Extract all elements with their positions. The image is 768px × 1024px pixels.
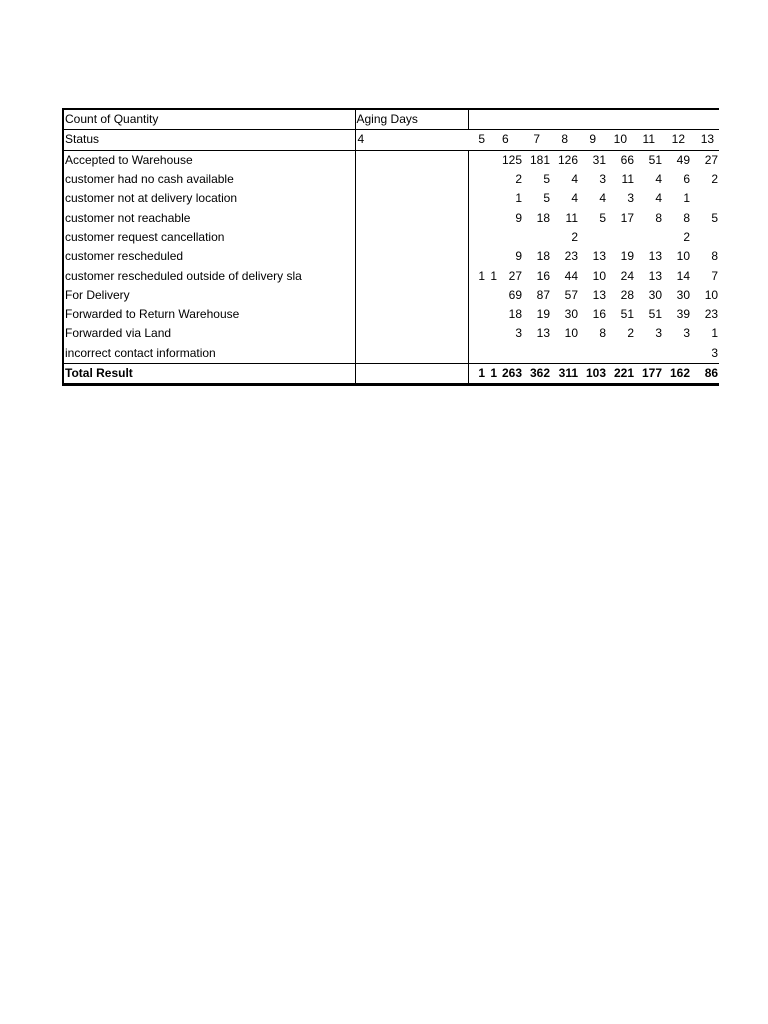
value-cell: 6 — [683, 172, 690, 187]
value-cell: 30 — [564, 307, 578, 322]
value-cell: 8 — [711, 249, 719, 264]
value-cell: 5 — [711, 210, 719, 225]
value-cell: 5 — [543, 172, 550, 187]
value-cell: 87 — [536, 287, 550, 302]
value-cell — [579, 228, 607, 247]
status-label: Forwarded via Land — [63, 324, 355, 343]
value-cell: 17 — [620, 210, 634, 225]
total-row — [63, 363, 719, 384]
value-cell: 14 — [676, 268, 690, 283]
value-cell: 1 — [468, 363, 486, 384]
value-cell: 4 — [571, 172, 578, 187]
value-cell: 1 — [490, 268, 497, 283]
status-header-row — [63, 130, 719, 150]
value-cell: 126 — [557, 152, 578, 167]
value-cell: 66 — [620, 152, 634, 167]
day-header: 9 — [579, 130, 607, 150]
value-cell: 181 — [529, 152, 550, 167]
day-header: 10 — [607, 130, 635, 150]
value-cell: 18 — [536, 210, 550, 225]
data-rows — [63, 150, 719, 363]
status-label: customer request cancellation — [63, 228, 355, 247]
value-cell: 44 — [564, 268, 578, 283]
value-cell: 263 — [498, 363, 523, 384]
value-cell — [523, 344, 551, 364]
value-cell — [607, 228, 635, 247]
table-row — [63, 324, 719, 343]
value-cell: 8 — [683, 210, 690, 225]
value-cell: 2 — [571, 229, 578, 244]
value-cell: 19 — [536, 307, 550, 322]
value-cell — [468, 286, 486, 305]
value-cell: 1 — [683, 191, 690, 206]
value-cell — [468, 228, 486, 247]
value-cell: 13 — [592, 249, 606, 264]
value-cell — [486, 286, 498, 305]
value-cell: 13 — [648, 249, 662, 264]
table-row — [63, 247, 719, 266]
value-cell — [355, 228, 468, 247]
day-header: 13 — [691, 130, 719, 150]
value-cell — [355, 247, 468, 266]
value-cell: 28 — [620, 287, 634, 302]
value-cell — [486, 208, 498, 227]
value-cell — [355, 286, 468, 305]
value-cell: 19 — [620, 249, 634, 264]
value-cell — [355, 305, 468, 324]
value-cell — [635, 228, 663, 247]
status-label: incorrect contact information — [63, 344, 355, 364]
value-cell: 2 — [627, 326, 634, 341]
value-cell — [486, 170, 498, 189]
value-cell: 362 — [523, 363, 551, 384]
value-cell — [635, 344, 663, 364]
value-cell — [691, 189, 719, 208]
total-label: Total Result — [63, 363, 355, 384]
value-cell — [498, 228, 523, 247]
value-cell: 3 — [515, 326, 522, 341]
value-cell: 30 — [648, 287, 662, 302]
header-empty-cell — [468, 109, 719, 130]
row-field-label: Status — [63, 130, 355, 150]
value-cell — [486, 228, 498, 247]
header-row — [63, 109, 719, 130]
value-cell — [355, 150, 468, 170]
value-cell — [486, 344, 498, 364]
value-cell — [579, 344, 607, 364]
value-cell — [468, 305, 486, 324]
day-header: 5 — [468, 130, 486, 150]
value-cell — [355, 170, 468, 189]
value-cell — [468, 344, 486, 364]
value-cell: 3 — [627, 191, 634, 206]
value-cell: 51 — [648, 307, 662, 322]
value-cell: 1 — [478, 268, 485, 283]
value-cell: 5 — [599, 210, 606, 225]
value-cell — [486, 189, 498, 208]
value-cell: 27 — [508, 268, 522, 283]
status-label: customer rescheduled — [63, 247, 355, 266]
value-cell — [468, 170, 486, 189]
value-cell: 10 — [564, 326, 578, 341]
value-cell — [355, 208, 468, 227]
status-label: For Delivery — [63, 286, 355, 305]
value-cell: 2 — [515, 172, 522, 187]
day-header: 12 — [663, 130, 691, 150]
value-cell: 1 — [515, 191, 522, 206]
value-cell: 2 — [711, 172, 719, 187]
day-header: 6 — [498, 130, 523, 150]
value-cell — [486, 305, 498, 324]
value-cell — [468, 324, 486, 343]
table-row — [63, 150, 719, 170]
pivot-table — [62, 108, 719, 386]
value-cell: 13 — [592, 287, 606, 302]
value-cell: 23 — [564, 249, 578, 264]
value-cell: 1 — [711, 326, 719, 341]
value-cell: 49 — [676, 152, 690, 167]
status-label: customer not at delivery location — [63, 189, 355, 208]
table-row — [63, 305, 719, 324]
value-cell: 3 — [599, 172, 606, 187]
table-row — [63, 228, 719, 247]
value-cell: 18 — [536, 249, 550, 264]
value-cell — [691, 228, 719, 247]
value-cell: 125 — [501, 152, 522, 167]
value-cell — [468, 189, 486, 208]
value-cell: 311 — [551, 363, 579, 384]
value-cell: 4 — [655, 191, 662, 206]
value-cell: 221 — [607, 363, 635, 384]
value-cell: 2 — [683, 229, 690, 244]
table-row — [63, 266, 719, 285]
value-cell — [468, 247, 486, 266]
value-cell: 39 — [676, 307, 690, 322]
value-cell: 86 — [691, 363, 719, 384]
value-cell: 23 — [704, 307, 719, 322]
value-cell — [355, 324, 468, 343]
value-cell — [498, 344, 523, 364]
value-cell — [355, 344, 468, 364]
value-cell: 7 — [711, 268, 719, 283]
status-label: customer had no cash available — [63, 170, 355, 189]
value-cell: 5 — [543, 191, 550, 206]
value-cell: 3 — [683, 326, 690, 341]
value-cell: 51 — [620, 307, 634, 322]
value-cell: 13 — [536, 326, 550, 341]
value-cell: 177 — [635, 363, 663, 384]
value-cell: 8 — [599, 326, 606, 341]
value-cell — [355, 189, 468, 208]
value-cell — [468, 150, 486, 170]
value-cell: 103 — [579, 363, 607, 384]
table-row — [63, 170, 719, 189]
corner-label: Count of Quantity — [63, 109, 355, 130]
table-row — [63, 189, 719, 208]
value-cell: 9 — [515, 249, 522, 264]
value-cell: 3 — [711, 345, 719, 360]
table-row — [63, 286, 719, 305]
value-cell: 16 — [592, 307, 606, 322]
day-header: 8 — [551, 130, 579, 150]
value-cell: 24 — [620, 268, 634, 283]
value-cell: 18 — [508, 307, 522, 322]
value-cell: 30 — [676, 287, 690, 302]
value-cell: 31 — [592, 152, 606, 167]
column-field-label: Aging Days — [355, 109, 468, 130]
value-cell: 69 — [508, 287, 522, 302]
status-label: customer not reachable — [63, 208, 355, 227]
value-cell: 13 — [648, 268, 662, 283]
value-cell — [523, 228, 551, 247]
value-cell: 9 — [515, 210, 522, 225]
value-cell: 57 — [564, 287, 578, 302]
value-cell — [551, 344, 579, 364]
status-label: customer rescheduled outside of delivery sla — [63, 266, 355, 285]
value-cell: 27 — [704, 152, 719, 167]
value-cell: 4 — [655, 172, 662, 187]
day-header: 4 — [355, 130, 468, 150]
day-header: 7 — [523, 130, 551, 150]
table-row — [63, 344, 719, 364]
value-cell: 4 — [599, 191, 606, 206]
day-header-spacer — [486, 130, 498, 150]
day-header: 11 — [635, 130, 663, 150]
status-label: Forwarded to Return Warehouse — [63, 305, 355, 324]
value-cell: 11 — [621, 172, 634, 187]
value-cell: 16 — [536, 268, 550, 283]
value-cell: 162 — [663, 363, 691, 384]
value-cell — [355, 363, 468, 384]
value-cell: 51 — [648, 152, 662, 167]
value-cell — [607, 344, 635, 364]
value-cell — [663, 344, 691, 364]
status-label: Accepted to Warehouse — [63, 150, 355, 170]
value-cell: 3 — [655, 326, 662, 341]
value-cell: 11 — [565, 210, 578, 225]
value-cell: 10 — [592, 268, 606, 283]
value-cell — [486, 150, 498, 170]
value-cell: 1 — [486, 363, 498, 384]
value-cell: 10 — [676, 249, 690, 264]
value-cell — [486, 324, 498, 343]
value-cell: 4 — [571, 191, 578, 206]
value-cell — [486, 247, 498, 266]
value-cell — [355, 266, 468, 285]
value-cell: 10 — [704, 287, 719, 302]
total-rows — [63, 363, 719, 384]
value-cell: 8 — [655, 210, 662, 225]
table-row — [63, 208, 719, 227]
value-cell — [468, 208, 486, 227]
